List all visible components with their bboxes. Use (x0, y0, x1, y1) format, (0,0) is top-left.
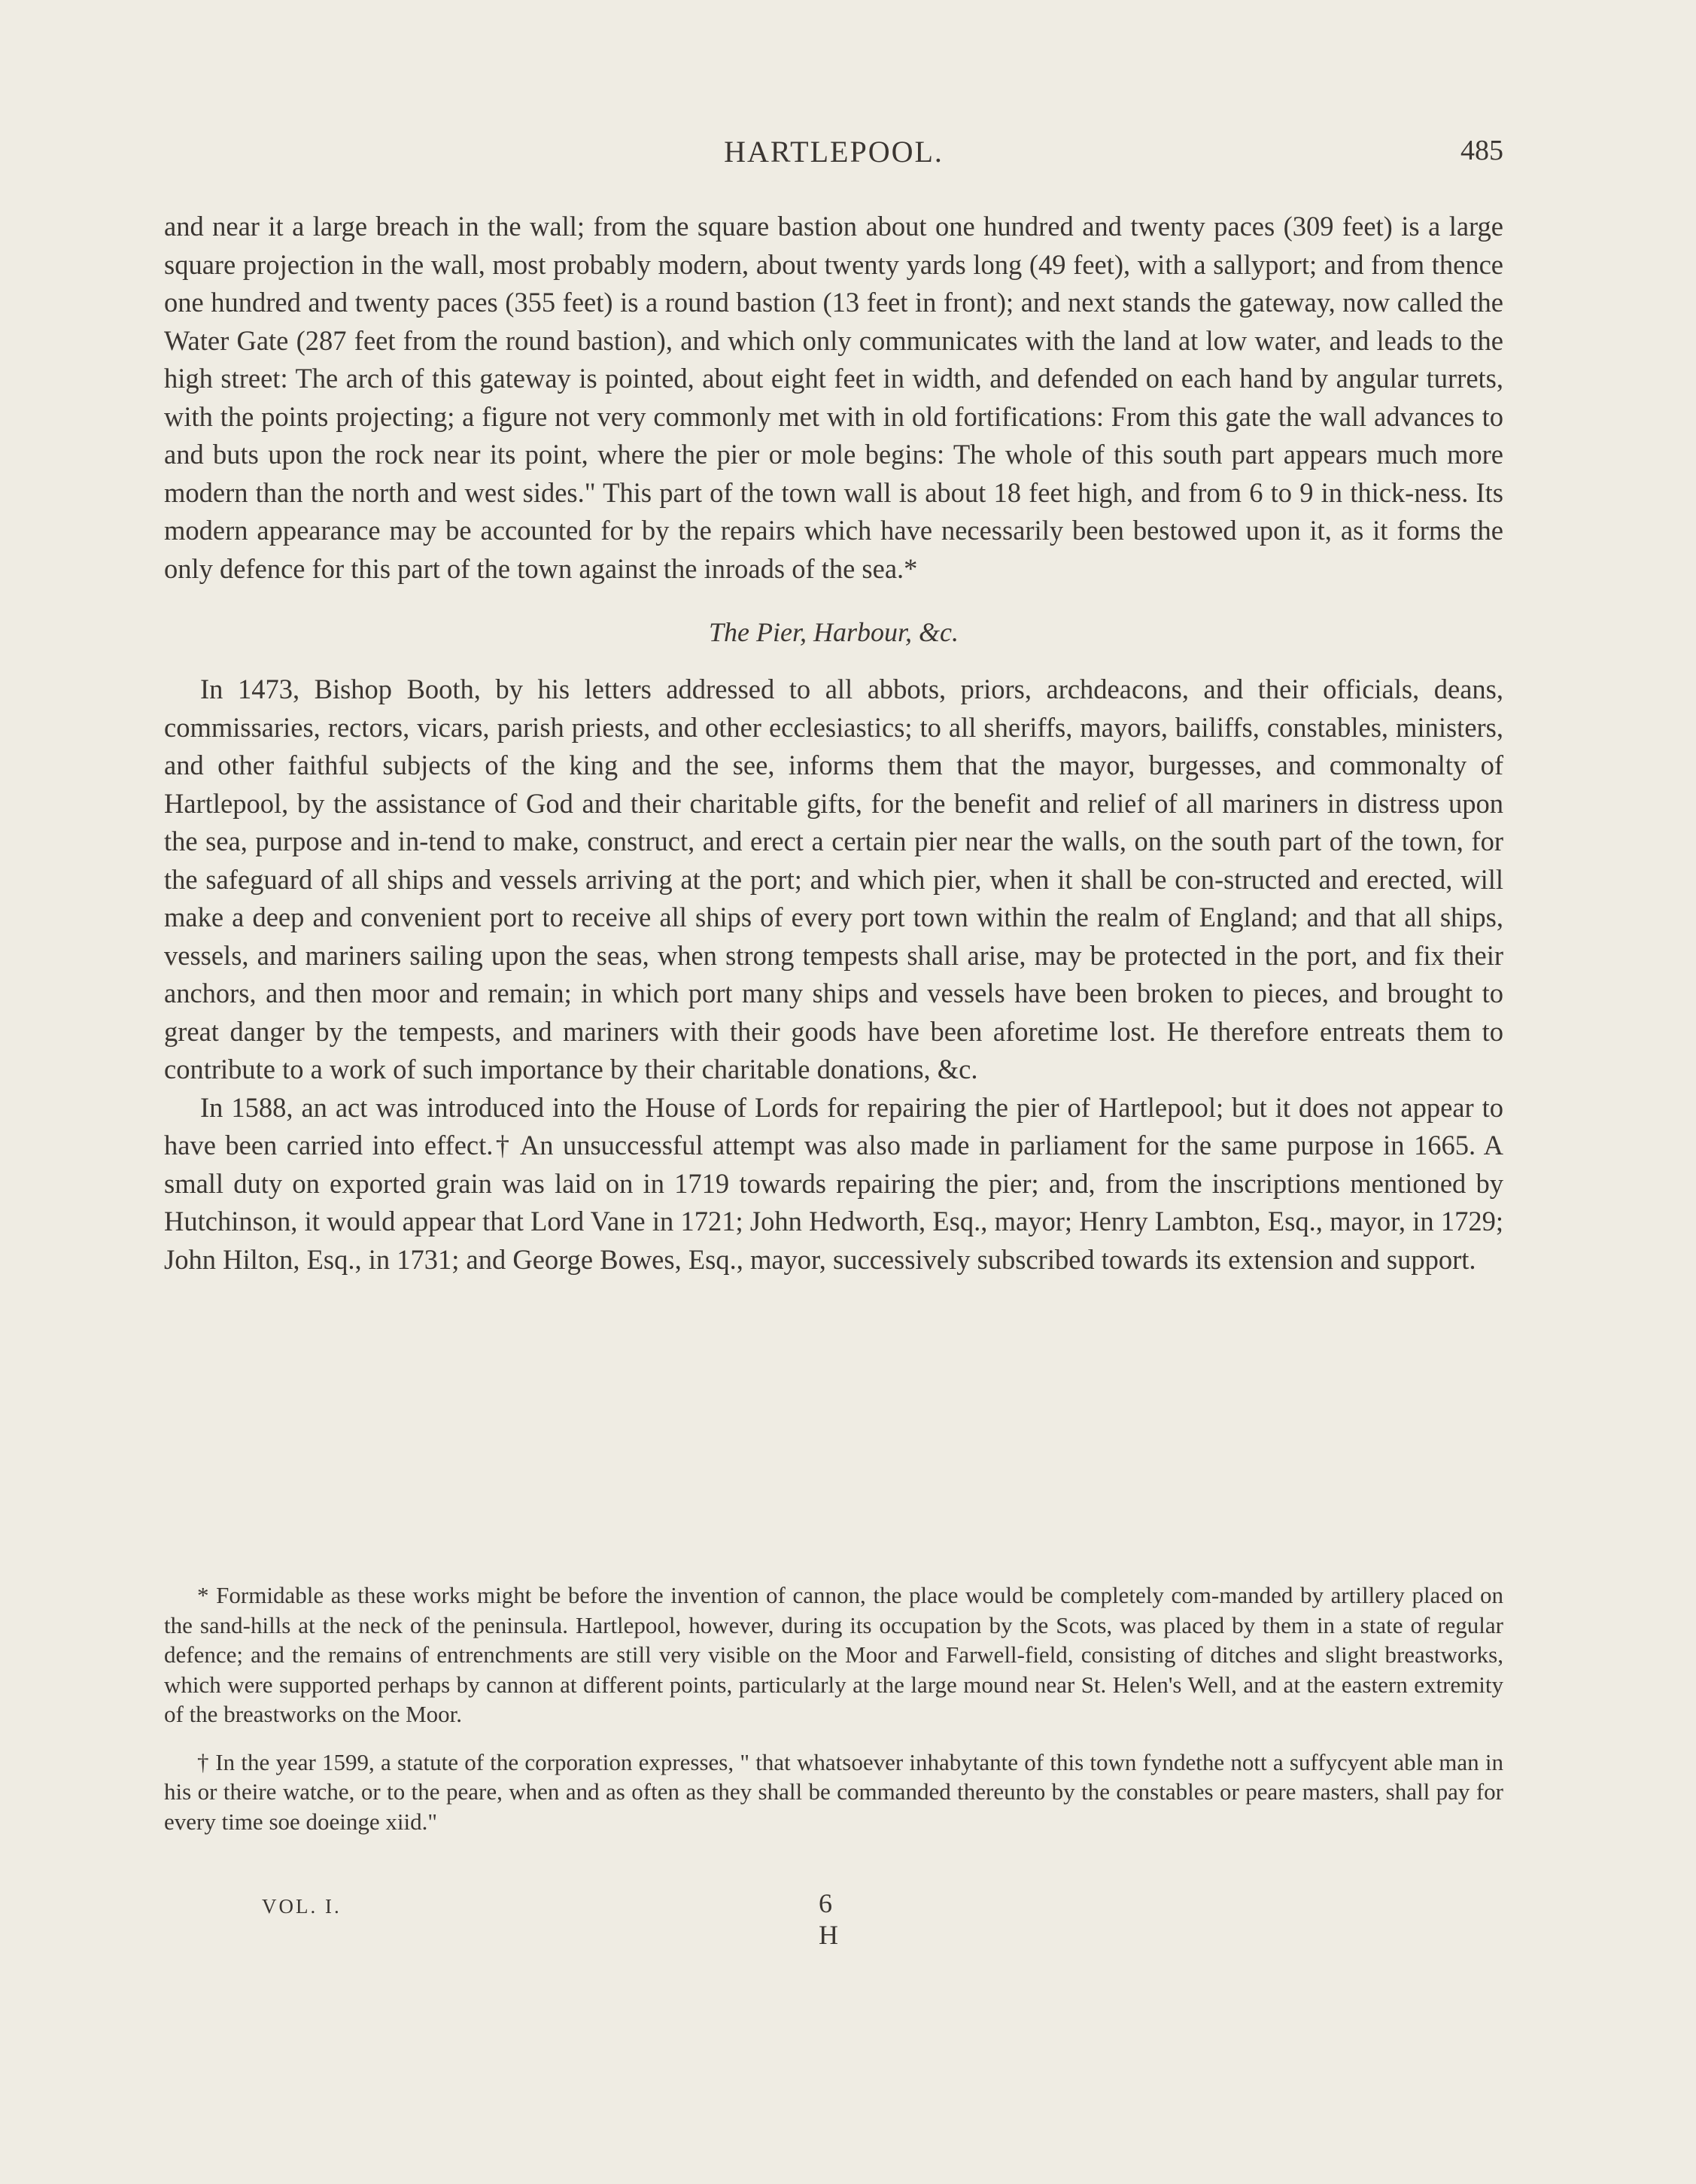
signature-line (262, 1887, 864, 1950)
running-head (164, 134, 1503, 179)
paragraph-wall-description: and near it a large breach in the wall; from the square bastion about one hundred and twenty paces (309 feet) is a large square projection in the wall, most probably modern, about twenty yards long (49 feet), with a sallyport; and from thence one hundred and twenty paces (355 feet) is a round bastion (13 feet in front); and next stands the gateway, now called the Water Gate (287 feet from the round bastion), and which only communicates with the land at low water, and leads to the high street: The arch of this gateway is pointed, about eight feet in width, and defended on each hand by angular turrets, with the points projecting; a figure not very commonly met with in old fortifications: From this gate the wall advances to and buts upon the rock near its point, where the pier or mole begins: The whole of this south part appears much more modern than the north and west sides." This part of the town wall is about 18 feet high, and from 6 to 9 in thick-ness. Its modern appearance may be accounted for by the repairs which have necessarily been bestowed upon it, as it forms the only defence for this part of the town against the inroads of the sea.* (164, 211, 1503, 584)
running-title: HARTLEPOOL. (724, 135, 944, 169)
footnotes (164, 1580, 1503, 1836)
body-text (164, 208, 1503, 1279)
page-number: 485 (1460, 135, 1503, 166)
footnote-statute-1599: † In the year 1599, a statute of the corporation expresses, " that whatsoever inhabytante of this town fyndethe nott a suffycyent able man in his or theire watche, or to the peare, when and as often as they shall be commanded thereunto by the constables or peare masters, shall pay for every time soe doeinge xiid." (164, 1748, 1503, 1835)
paragraph-bishop-booth: In 1473, Bishop Booth, by his letters addressed to all abbots, priors, archdeacons, and their officials, deans, commissaries, rectors, vicars, parish priests, and other ecclesiastics; to all sheriffs, mayors, bailiffs, constables, ministers, and other faithful subjects of the king and the see, informs them that the mayor, burgesses, and commonalty of Hartlepool, by the assistance of God and their charitable gifts, for the benefit and relief of all mariners in distress upon the sea, purpose and in-tend to make, construct, and erect a certain pier near the walls, on the south part of the town, for the safeguard of all ships and vessels arriving at the port; and which pier, when it shall be con-structed and erected, will make a deep and convenient port to receive all ships of every port town within the realm of England; and that all ships, vessels, and mariners sailing upon the seas, when strong tempests shall arise, may be protected in the port, and fix their anchors, and then moor and remain; in which port many ships and vessels have been broken to pieces, and brought to great danger by the tempests, and mariners with their goods have been aforetime lost. He therefore entreats them to contribute to a work of such importance by their charitable donations, &c. (164, 674, 1503, 1084)
printer-signature: 6 H (819, 1888, 841, 1950)
volume-mark: VOL. I. (262, 1895, 342, 1918)
section-heading: The Pier, Harbour, &c. (709, 617, 959, 647)
paragraph-act-1588: In 1588, an act was introduced into the House of Lords for repairing the pier of Hartlepool; but it does not appear to have been carried into effect.† An unsuccessful attempt was also made in parliament for the same purpose in 1665. A small duty on exported grain was laid on in 1719 towards repairing the pier; and, from the inscriptions mentioned by Hutchinson, it would appear that Lord Vane in 1721; John Hedworth, Esq., mayor; Henry Lambton, Esq., mayor, in 1729; John Hilton, Esq., in 1731; and George Bowes, Esq., mayor, successively subscribed towards its extension and support. (164, 1091, 1503, 1275)
footnote-fortifications: * Formidable as these works might be before the invention of cannon, the place would be completely com-manded by artillery placed on the sand-hills at the neck of the peninsula. Hartlepool, however, during its occupation by the Scots, was placed by them in a state of regular defence; and the remains of entrenchments are still very visible on the Moor and Farwell-field, consisting of ditches and slight breastworks, which were supported perhaps by cannon at different points, particularly at the large mound near St. Helen's Well, and at the eastern extremity of the breastworks on the Moor. (164, 1582, 1503, 1727)
